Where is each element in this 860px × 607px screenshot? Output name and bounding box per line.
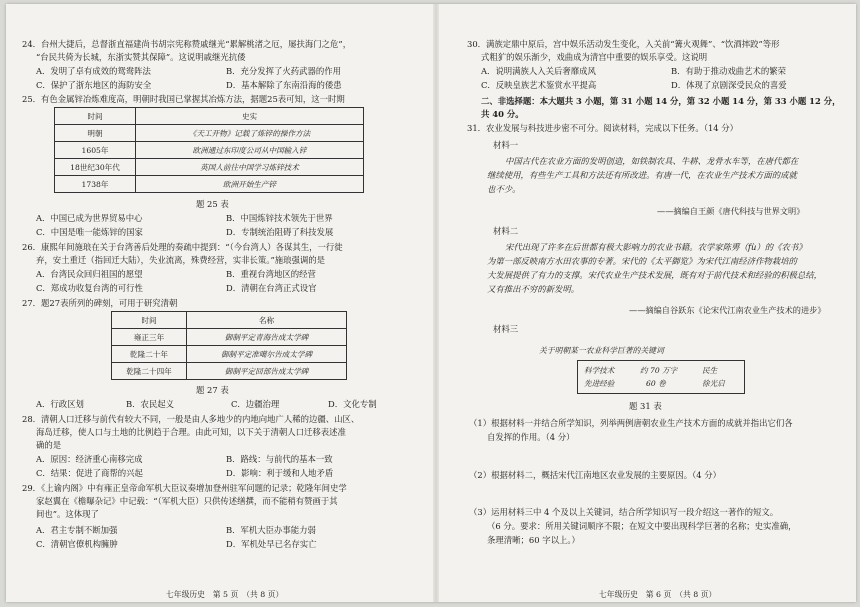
table-row xyxy=(55,125,364,142)
q28-option-b: B．路线：与前代的基本一致 xyxy=(226,454,333,464)
q28-stem-line2: 海岛迁移，使人口与土地的比例趋于合理。由此可知，以下关于清朝人口迁移表述准 xyxy=(36,427,346,437)
q31-table-caption: 题 31 表 xyxy=(629,401,662,411)
q26-option-a: A．台湾民众回归祖国的愿望 xyxy=(36,269,143,279)
section-2-title-line2: 共 40 分。 xyxy=(481,109,524,119)
q25-table xyxy=(54,107,364,193)
keyword: 先进经验 xyxy=(584,379,615,388)
q30-option-b: B．有助于推动戏曲艺术的繁荣 xyxy=(671,66,787,76)
q29-stem-line1: 29．《上谕内阁》中有雍正皇帝命军机大臣议奏增加登州驻军问题的记录；乾隆年间史学 xyxy=(22,483,347,493)
q26-stem-line2: 弃，安土重迁（指回迁大陆），失业流离，殊费经营，实非长策。”施琅强调的是 xyxy=(36,255,326,265)
q24-option-d: D．基本解除了东南沿海的倭患 xyxy=(226,80,342,90)
q28-stem-line3: 确的是 xyxy=(36,440,62,450)
table-row xyxy=(55,159,364,176)
table-cell: 1605年 xyxy=(55,142,136,159)
q31-stem: 31．农业发展与科技进步密不可分。阅读材料，完成以下任务。（14 分） xyxy=(467,123,739,133)
table-cell: 18世纪30年代 xyxy=(55,159,136,176)
table-cell: 御制平定青海告成太学碑 xyxy=(187,329,347,346)
q25-stem: 25．有色金属锌冶炼难度高，明朝时我国已掌握其冶炼方法，据题25表可知，这一时期 xyxy=(22,94,345,104)
q31-task1-line1: （1）根据材料一并结合所学知识，列举两例唐朝农业生产技术方面的成就并指出它们各 xyxy=(469,418,793,428)
table-row xyxy=(55,176,364,193)
material-1-title: 材料一 xyxy=(493,140,519,150)
q24-option-b: B．充分发挥了火药武器的作用 xyxy=(226,66,342,76)
q29-option-d: D．军机处早已名存实亡 xyxy=(226,539,317,549)
section-2-title-line1: 二、非选择题：本大题共 3 小题，第 31 小题 14 分，第 32 小题 14 分，第 33 小题 12 分， xyxy=(481,96,841,106)
q24-option-a: A．发明了卓有成效的鸳鸯阵法 xyxy=(36,66,151,76)
page-footer-right: 七年级历史 第 6 页 （共 8 页） xyxy=(599,590,717,599)
q30-stem-line2: 式粗犷的娱乐渐少，戏曲成为清宫中重要的娱乐享受。这说明 xyxy=(481,52,708,62)
material-2-line1: 宋代出现了许多在后世都有极大影响力的农业书籍。农学家陈旉（fù）的《农书》 xyxy=(505,242,807,252)
q30-stem-line1: 30．满族定鼎中原后，宫中娱乐活动发生变化，入关前“篝火观舞”、“饮酒摔跤”等形 xyxy=(467,39,780,49)
q29-option-c: C．清朝官僚机构臃肿 xyxy=(36,539,118,549)
q29-stem-line2: 家赵翼在《檐曝杂记》中记载：“（军机大臣）只供传述缮撰，而不能稍有赞画于其 xyxy=(36,496,338,506)
table-row xyxy=(112,363,347,380)
table-cell: 英国人前往中国学习炼锌技术 xyxy=(136,159,364,176)
table-cell: 明朝 xyxy=(55,125,136,142)
q29-option-a: A．君主专制不断加强 xyxy=(36,525,118,535)
q27-option-a: A．行政区划 xyxy=(36,399,84,409)
q29-stem-line3: 间也”。这体现了 xyxy=(36,509,99,519)
table-row xyxy=(112,329,347,346)
material-2-line3: 大发展提供了有力的支撑。宋代农业生产技术发展，既有对于前代技术和经验的积极总结， xyxy=(487,270,822,280)
q27-table-caption: 题 27 表 xyxy=(196,385,229,395)
material-2-line2: 为第一部反映南方水田农事的专著。宋代的《太平御览》为宋代江南经济作物栽培的 xyxy=(487,256,797,266)
table-header-row xyxy=(55,108,364,125)
table-cell: 御制平定准噶尔告成太学碑 xyxy=(187,346,347,363)
material-2-line4: 又有推出不穷的新发明。 xyxy=(487,284,580,294)
table-cell: 欧洲通过东印度公司从中国输入锌 xyxy=(136,142,364,159)
keyword: 科学技术 xyxy=(584,366,615,375)
q27-stem: 27．题27表所列的碑刻，可用于研究清朝 xyxy=(22,298,178,308)
table-row xyxy=(55,142,364,159)
q24-stem-line1: 24．台州大捷后，总督浙直福建尚书胡宗宪称赞戚继光“累解桃渚之厄，屡扶海门之危”， xyxy=(22,39,352,49)
q26-stem-line1: 26．康熙年间施琅在关于台湾善后处理的奏疏中提到：“（今台湾人）各谋其生，一行徙 xyxy=(22,242,343,252)
page-footer-left: 七年级历史 第 5 页 （共 8 页） xyxy=(166,590,284,599)
q27-option-c: C．边疆治理 xyxy=(231,399,280,409)
q28-option-a: A．原因：经济重心南移完成 xyxy=(36,454,143,464)
keyword: 徐光启 xyxy=(702,379,725,388)
q31-task2: （2）根据材料二，概括宋代江南地区农业发展的主要原因。（4 分） xyxy=(469,470,721,480)
q25-option-b: B．中国炼锌技术领先于世界 xyxy=(226,213,333,223)
material-1-line2: 继续使用，有些生产工具和方法还有所改进。有唐一代，在农业生产技术方面的成就 xyxy=(487,170,797,180)
right-page xyxy=(439,4,856,602)
q28-stem-line1: 28．清朝人口迁移与前代有较大不同，一般是由人多地少的内地向地广人稀的边疆、山区、 xyxy=(22,414,360,424)
q24-stem-line2: “台民共倚为长城，东浙实赞其保障”。这说明戚继光抗倭 xyxy=(36,52,246,62)
q25-option-a: A．中国已成为世界贸易中心 xyxy=(36,213,143,223)
material-3-box-title: 关于明朝某一农业科学巨著的关键词 xyxy=(539,346,664,355)
q24-option-c: C．保护了浙东地区的海防安全 xyxy=(36,80,152,90)
q27-option-d: D．文化专制 xyxy=(328,399,377,409)
table-header-cell: 时间 xyxy=(55,108,136,125)
material-1-line3: 也不少。 xyxy=(487,184,521,194)
material-1-line1: 中国古代在农业方面的发明创造，如铁制农具、牛耕、龙骨水车等，在唐代都在 xyxy=(505,156,799,166)
q25-option-d: D．专制统治阻碍了科技发展 xyxy=(226,227,334,237)
q25-table-caption: 题 25 表 xyxy=(196,199,229,209)
q27-option-b: B．农民起义 xyxy=(126,399,175,409)
material-3-title: 材料三 xyxy=(493,324,519,334)
q26-option-c: C．郑成功收复台湾的可行性 xyxy=(36,283,143,293)
table-header-cell: 名称 xyxy=(187,312,347,329)
left-page xyxy=(6,4,433,602)
material-2-title: 材料二 xyxy=(493,226,519,236)
table-cell: 欧洲开始生产锌 xyxy=(136,176,364,193)
table-cell: 雍正三年 xyxy=(112,329,187,346)
q31-task1-line2: 自发挥的作用。（4 分） xyxy=(487,432,575,442)
q26-option-d: D．清朝在台湾正式设官 xyxy=(226,283,317,293)
keyword: 约 70 万字 xyxy=(640,366,678,375)
q26-option-b: B．重视台湾地区的经营 xyxy=(226,269,316,279)
table-header-row xyxy=(112,312,347,329)
q31-task3-line2: （6 分。要求：所用关键词顺序不限；在短文中要出现科学巨著的名称；史实准确， xyxy=(487,521,797,531)
keyword: 民生 xyxy=(702,366,718,375)
table-header-cell: 史实 xyxy=(136,108,364,125)
q28-option-d: D．影响：利于缓和人地矛盾 xyxy=(226,468,334,478)
table-cell: 《天工开物》记载了炼锌的操作方法 xyxy=(136,125,364,142)
q31-task3-line3: 条理清晰；60 字以上。） xyxy=(487,535,580,545)
table-cell: 御制平定回部告成太学碑 xyxy=(187,363,347,380)
table-cell: 乾隆二十四年 xyxy=(112,363,187,380)
table-cell: 1738年 xyxy=(55,176,136,193)
keyword-box xyxy=(577,360,745,394)
q30-option-a: A．说明满族人入关后奢靡成风 xyxy=(481,66,596,76)
table-header-cell: 时间 xyxy=(112,312,187,329)
table-cell: 乾隆二十年 xyxy=(112,346,187,363)
q29-option-b: B．军机大臣办事能力弱 xyxy=(226,525,316,535)
q30-option-d: D．体现了京剧深受民众的喜爱 xyxy=(671,80,787,90)
q30-option-c: C．反映皇族艺术鉴赏水平提高 xyxy=(481,80,597,90)
keyword: 60 卷 xyxy=(646,379,666,388)
exam-sheet xyxy=(6,4,856,602)
table-row xyxy=(112,346,347,363)
q28-option-c: C．结果：促进了商帮的兴起 xyxy=(36,468,143,478)
material-2-source: ——摘编自谷跃东《论宋代江南农业生产技术的进步》 xyxy=(629,305,826,315)
material-1-source: ——摘编自王颜《唐代科技与世界文明》 xyxy=(657,206,805,216)
q27-table xyxy=(111,311,347,380)
q31-task3-line1: （3）运用材料三中 4 个及以上关键词，结合所学知识写一段介绍这一著作的短文。 xyxy=(469,507,779,517)
q25-option-c: C．中国是唯一能炼锌的国家 xyxy=(36,227,143,237)
